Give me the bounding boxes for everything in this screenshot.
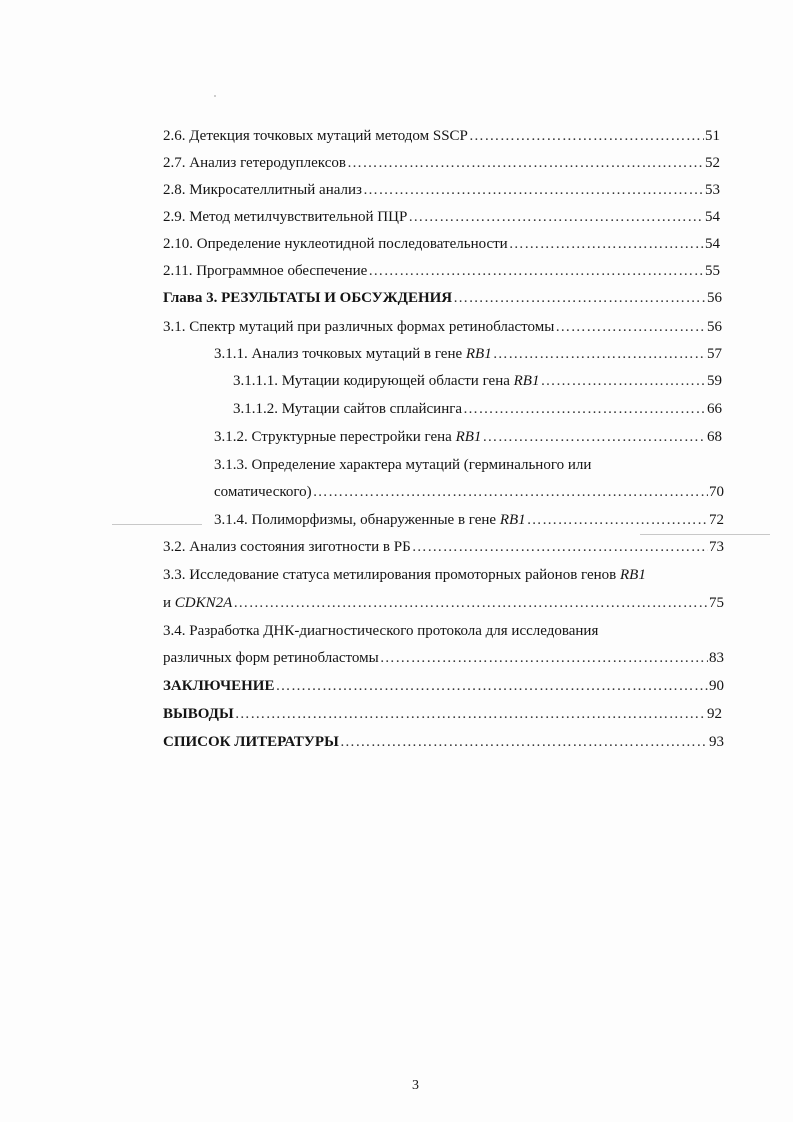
toc-entry-title: 2.7. Анализ гетеродуплексов [163, 155, 346, 171]
toc-entry-title: СПИСОК ЛИТЕРАТУРЫ [163, 734, 339, 750]
toc-entry[interactable] [163, 537, 724, 557]
toc-entry[interactable] [163, 732, 724, 752]
toc-entry[interactable] [163, 207, 720, 227]
scan-artifact-line [640, 534, 770, 535]
toc-entry-title: 3.1.1.1. Мутации кодирующей области гена RB1 [233, 373, 540, 389]
toc-entry-title-line1: 3.4. Разработка ДНК-диагностического протокола для исследования [163, 623, 599, 639]
toc-entry[interactable] [163, 180, 720, 200]
toc-entry-title: 2.10. Определение нуклеотидной последовательности [163, 236, 508, 252]
toc-entry-title: 2.8. Микросателлитный анализ [163, 182, 362, 198]
toc-entry-page: 51 [705, 128, 720, 144]
toc-entry-title-line2: различных форм ретинобластомы [163, 650, 379, 666]
dot-leader [453, 288, 706, 308]
toc-entry-title: 3.1.2. Структурные перестройки гена RB1 [214, 429, 482, 445]
toc-entry-title-line1: 3.1.3. Определение характера мутаций (герминального или [214, 457, 592, 473]
dot-leader [363, 180, 704, 200]
toc-entry-page: 93 [709, 734, 724, 750]
toc-entry[interactable] [163, 261, 720, 281]
toc-chapter-entry[interactable] [163, 288, 722, 308]
dot-leader [368, 261, 704, 281]
toc-entry-title: 2.9. Метод метилчувствительной ПЦР [163, 209, 408, 225]
dot-leader [493, 344, 706, 364]
toc-entry[interactable] [163, 593, 724, 613]
dot-leader [408, 207, 704, 227]
toc-entry-title: ЗАКЛЮЧЕНИЕ [163, 678, 275, 694]
toc-entry-page: 83 [709, 650, 724, 666]
toc-entry-title: 3.1.1.2. Мутации сайтов сплайсинга [233, 401, 463, 417]
dot-leader [527, 510, 708, 530]
toc-entry-page: 90 [709, 678, 724, 694]
toc-entry[interactable] [163, 648, 724, 668]
dot-leader [313, 482, 708, 502]
toc-entry[interactable] [233, 399, 722, 419]
dot-leader [233, 593, 708, 613]
toc-entry-page: 72 [709, 512, 724, 528]
dot-leader [275, 676, 708, 696]
toc-entry-title: 3.1. Спектр мутаций при различных формах ретинобластомы [163, 319, 555, 335]
scan-artifact-line [112, 524, 202, 525]
toc-entry-title-line2: и CDKN2A [163, 595, 233, 611]
dot-leader [412, 537, 708, 557]
toc-entry[interactable] [214, 482, 724, 502]
toc-entry-page: 54 [705, 209, 720, 225]
toc-entry[interactable] [163, 234, 720, 254]
toc-entry-page: 66 [707, 401, 722, 417]
dot-leader [347, 153, 704, 173]
toc-entry-page: 59 [707, 373, 722, 389]
dot-leader [380, 648, 708, 668]
toc-entry-title: ВЫВОДЫ [163, 706, 234, 722]
toc-entry[interactable] [163, 126, 720, 146]
toc-entry[interactable] [214, 427, 722, 447]
toc-entry-page: 55 [705, 263, 720, 279]
dot-leader [463, 399, 706, 419]
scan-speck [214, 95, 216, 97]
toc-entry-page: 56 [707, 290, 722, 306]
toc-entry[interactable] [163, 153, 720, 173]
toc-entry-title: Глава 3. РЕЗУЛЬТАТЫ И ОБСУЖДЕНИЯ [163, 290, 453, 306]
toc-entry[interactable] [163, 317, 722, 337]
dot-leader [540, 371, 706, 391]
dot-leader [509, 234, 704, 254]
dot-leader [469, 126, 704, 146]
toc-entry[interactable] [214, 510, 724, 530]
page-number: 3 [412, 1078, 419, 1093]
dot-leader [340, 732, 708, 752]
toc-entry-page: 56 [707, 319, 722, 335]
toc-entry-page: 70 [709, 484, 724, 500]
toc-entry-page: 53 [705, 182, 720, 198]
toc-entry-page: 57 [707, 346, 722, 362]
toc-entry-page: 68 [707, 429, 722, 445]
toc-entry[interactable] [163, 676, 724, 696]
toc-entry-page: 73 [709, 539, 724, 555]
toc-entry-page: 75 [709, 595, 724, 611]
toc-entry-title: 2.11. Программное обеспечение [163, 263, 368, 279]
dot-leader [482, 427, 706, 447]
toc-entry[interactable] [163, 704, 722, 724]
toc-entry-title: 3.1.4. Полиморфизмы, обнаруженные в гене RB1 [214, 512, 526, 528]
toc-entry-title: 3.2. Анализ состояния зиготности в РБ [163, 539, 411, 555]
toc-entry[interactable] [214, 344, 722, 364]
toc-entry-page: 54 [705, 236, 720, 252]
toc-entry-page: 92 [707, 706, 722, 722]
toc-entry-title-line2: соматического) [214, 484, 312, 500]
toc-entry[interactable] [233, 371, 722, 391]
dot-leader [555, 317, 706, 337]
toc-entry-title: 2.6. Детекция точковых мутаций методом SSCP [163, 128, 468, 144]
toc-entry-title-line1: 3.3. Исследование статуса метилирования промоторных районов генов RB1 [163, 567, 646, 583]
toc-entry-page: 52 [705, 155, 720, 171]
toc-entry-title: 3.1.1. Анализ точковых мутаций в гене RB1 [214, 346, 492, 362]
dot-leader [235, 704, 706, 724]
